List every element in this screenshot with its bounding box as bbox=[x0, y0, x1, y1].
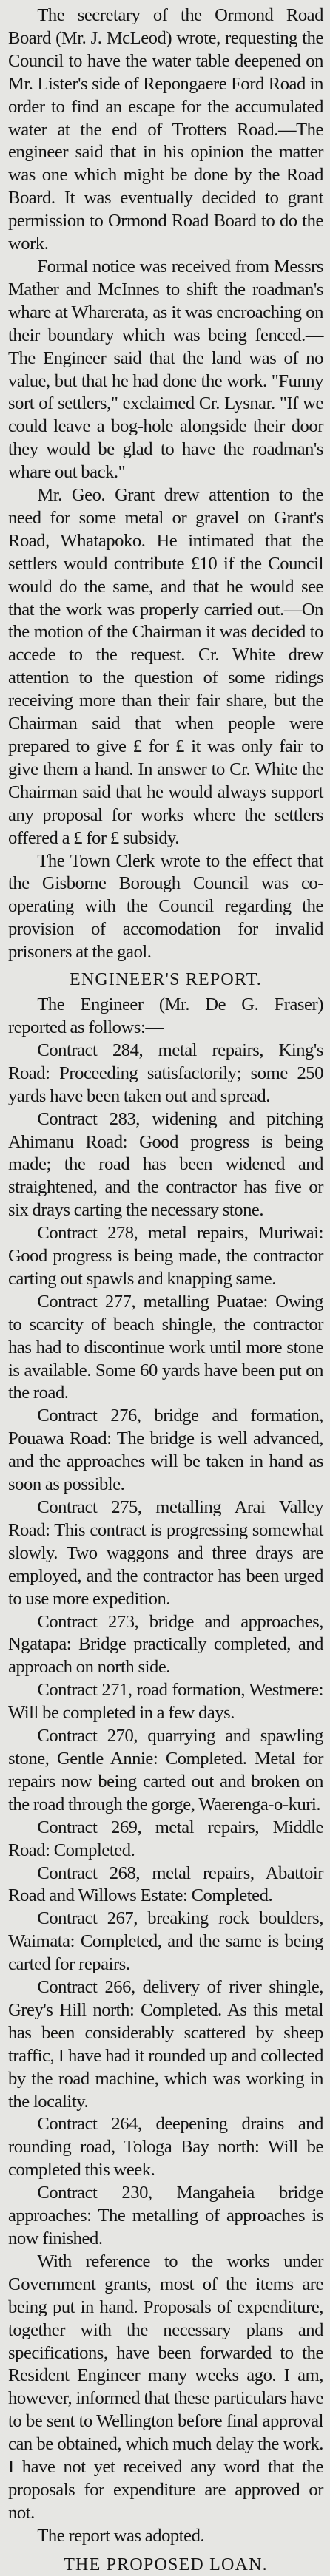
paragraph-contract-269: Contract 269, metal repairs, Middle Road: Completed. bbox=[8, 1817, 323, 1860]
paragraph-government-grants: With reference to the works under Government grants, most of the items are being put in hand. Proposals of expenditure, together with the necessary plans and specifications, have been forwarded to the Resident Engineer many weeks ago. I am, however, informed that these particulars have to be sent to Wellington before final approval can be obtained, which much delay the work. I have not yet received any word that the proposals for expenditure are approved or not. bbox=[8, 2251, 323, 2523]
paragraph-whare-notice: Formal notice was received from Messrs Mather and McInnes to shift the roadman's whare at Wharerata, as it was encroaching on their boundary which was being fenced.—The Engineer said that the land was of no value, but that he had done the work. "Funny sort of settlers," exclaimed Cr. Lysnar. "If we could leave a bog-hole alongside their door they would be glad to have the roadman's whare out back." bbox=[8, 256, 323, 483]
paragraph-contract-270: Contract 270, quarrying and spawling stone, Gentle Annie: Completed. Metal for repairs now being carted out and broken on the road through the gorge, Waerenga-o-kuri. bbox=[8, 1726, 323, 1814]
paragraph-contract-273: Contract 273, bridge and approaches, Ngatapa: Bridge practically completed, and approach on north side. bbox=[8, 1611, 323, 1678]
paragraph-contract-275: Contract 275, metalling Arai Valley Road: This contract is progressing somewhat slowly. Two waggons and three drays are employed, and the contractor has been urged to use more expedition. bbox=[8, 1497, 323, 1609]
paragraph-contract-276: Contract 276, bridge and formation, Pouawa Road: The bridge is well advanced, and the approaches will be taken in hand as soon as possible. bbox=[8, 1406, 323, 1495]
paragraph-contract-271: Contract 271, road formation, Westmere: Will be completed in a few days. bbox=[8, 1680, 323, 1723]
paragraph-contract-266: Contract 266, delivery of river shingle, Grey's Hill north: Completed. As this metal has been considerably scattered by sheep traffic, I have had it rounded up and collected by the road machine, which was working in the locality. bbox=[8, 1977, 323, 2112]
paragraph-contract-278: Contract 278, metal repairs, Muriwai: Good progress is being made, the contractor carting out spawls and knapping same. bbox=[8, 1223, 323, 1289]
paragraph-contract-283: Contract 283, widening and pitching Ahimanu Road: Good progress is being made; the road has been widened and straightened, and the contractor has five or six drays carting the necessary stone. bbox=[8, 1108, 323, 1221]
paragraph-contract-264: Contract 264, deepening drains and rounding road, Tologa Bay north: Will be completed this week. bbox=[8, 2114, 323, 2180]
paragraph-engineer-intro: The Engineer (Mr. De G. Fraser) reported as follows:— bbox=[8, 994, 323, 1037]
paragraph-road-board-request: The secretary of the Ormond Road Board (Mr. J. McLeod) wrote, requesting the Council to have the water table deepened on Mr. Lister's side of Repongaere Ford Road in order to find an escape for the accumulated water at the end of Trotters Road.—The engineer said that in his opinion the matter was one which might be done by the Road Board. It was eventually decided to grant permission to Ormond Road Board to do the work. bbox=[8, 5, 323, 254]
paragraph-grants-road: Mr. Geo. Grant drew attention to the need for some metal or gravel on Grant's Road, Whatapoko. He intimated that the settlers would contribute £10 if the Council would do the same, and that he would see that the work was properly carried out.—On the motion of the Chairman it was decided to accede to the request. Cr. White drew attention to the question of some ridings receiving more than their fair share, but the Chairman said that when people were prepared to give £ for £ it was only fair to give them a hand. In answer to Cr. White the Chairman said that he would always support any proposal for works where the settlers offered a £ for £ subsidy. bbox=[8, 485, 323, 848]
paragraph-contract-268: Contract 268, metal repairs, Abattoir Road and Willows Estate: Completed. bbox=[8, 1862, 323, 1906]
engineers-report-heading: ENGINEER'S REPORT. bbox=[69, 970, 263, 990]
paragraph-contract-267: Contract 267, breaking rock boulders, Waimata: Completed, and the same is being carted for repairs. bbox=[8, 1908, 323, 1975]
paragraph-town-clerk: The Town Clerk wrote to the effect that the Gisborne Borough Council was co-operating with the Council regarding the provision of accomodation for invalid prisoners at the gaol. bbox=[8, 850, 323, 963]
council-report-article bbox=[8, 4, 323, 2576]
paragraph-contract-277: Contract 277, metalling Puatae: Owing to scarcity of beach shingle, the contractor has had to discontinue work until more stone is available. Some 60 yards have been put on the road. bbox=[8, 1291, 323, 1403]
paragraph-contract-284: Contract 284, metal repairs, King's Road: Proceeding satisfactorily; some 250 yards have been taken out and spread. bbox=[8, 1040, 323, 1106]
proposed-loan-heading: THE PROPOSED LOAN. bbox=[64, 2555, 268, 2575]
paragraph-report-adopted: The report was adopted. bbox=[37, 2525, 205, 2546]
paragraph-contract-230: Contract 230, Mangaheia bridge approaches: The metalling of approaches is now finished. bbox=[8, 2183, 323, 2248]
